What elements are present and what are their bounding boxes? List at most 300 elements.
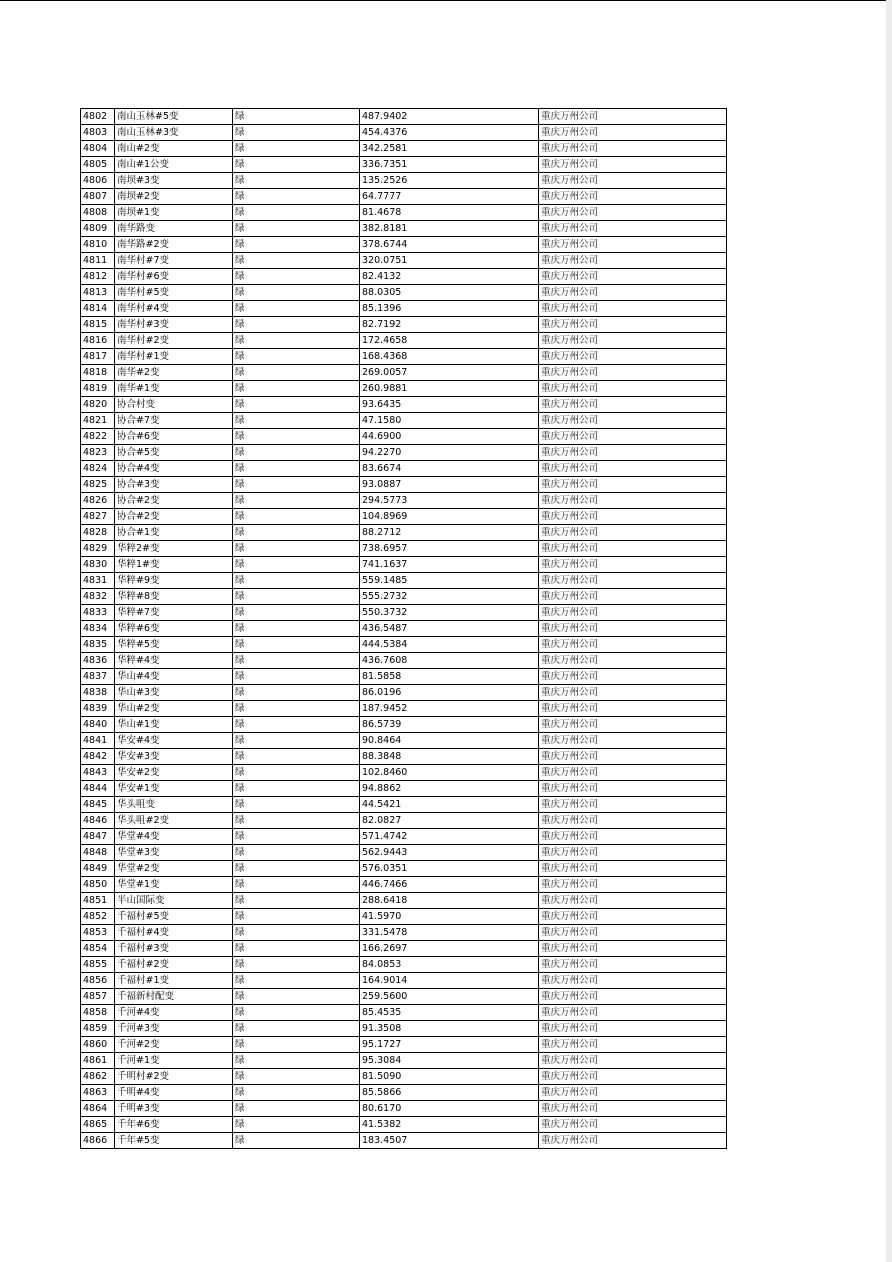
status-cell: 绿 xyxy=(233,1037,360,1053)
value-cell: 288.6418 xyxy=(360,893,539,909)
value-cell: 382.8181 xyxy=(360,221,539,237)
row-id-cell: 4843 xyxy=(81,765,115,781)
company-cell: 重庆万州公司 xyxy=(539,381,727,397)
company-cell: 重庆万州公司 xyxy=(539,429,727,445)
row-id-cell: 4824 xyxy=(81,461,115,477)
company-cell: 重庆万州公司 xyxy=(539,413,727,429)
transformer-name-cell: 华安#1变 xyxy=(115,781,233,797)
status-cell: 绿 xyxy=(233,989,360,1005)
value-cell: 84.0853 xyxy=(360,957,539,973)
row-id-cell: 4810 xyxy=(81,237,115,253)
row-id-cell: 4844 xyxy=(81,781,115,797)
transformer-name-cell: 南华#1变 xyxy=(115,381,233,397)
table-row xyxy=(81,1069,727,1085)
status-cell: 绿 xyxy=(233,349,360,365)
row-id-cell: 4865 xyxy=(81,1117,115,1133)
company-cell: 重庆万州公司 xyxy=(539,909,727,925)
table-row xyxy=(81,397,727,413)
row-id-cell: 4817 xyxy=(81,349,115,365)
table-row xyxy=(81,573,727,589)
value-cell: 104.8969 xyxy=(360,509,539,525)
row-id-cell: 4802 xyxy=(81,109,115,125)
value-cell: 88.2712 xyxy=(360,525,539,541)
value-cell: 85.1396 xyxy=(360,301,539,317)
row-id-cell: 4819 xyxy=(81,381,115,397)
row-id-cell: 4818 xyxy=(81,365,115,381)
company-cell: 重庆万州公司 xyxy=(539,797,727,813)
transformer-name-cell: 协合#1变 xyxy=(115,525,233,541)
row-id-cell: 4836 xyxy=(81,653,115,669)
value-cell: 44.5421 xyxy=(360,797,539,813)
transformer-name-cell: 千明#3变 xyxy=(115,1101,233,1117)
company-cell: 重庆万州公司 xyxy=(539,221,727,237)
row-id-cell: 4860 xyxy=(81,1037,115,1053)
row-id-cell: 4858 xyxy=(81,1005,115,1021)
row-id-cell: 4831 xyxy=(81,573,115,589)
transformer-name-cell: 千河#2变 xyxy=(115,1037,233,1053)
value-cell: 90.8464 xyxy=(360,733,539,749)
row-id-cell: 4825 xyxy=(81,477,115,493)
table-row xyxy=(81,365,727,381)
value-cell: 93.6435 xyxy=(360,397,539,413)
table-row xyxy=(81,733,727,749)
row-id-cell: 4851 xyxy=(81,893,115,909)
value-cell: 81.5090 xyxy=(360,1069,539,1085)
value-cell: 444.5384 xyxy=(360,637,539,653)
company-cell: 重庆万州公司 xyxy=(539,349,727,365)
status-cell: 绿 xyxy=(233,365,360,381)
row-id-cell: 4812 xyxy=(81,269,115,285)
value-cell: 436.7608 xyxy=(360,653,539,669)
value-cell: 93.0887 xyxy=(360,477,539,493)
table-row xyxy=(81,845,727,861)
value-cell: 102.8460 xyxy=(360,765,539,781)
value-cell: 172.4658 xyxy=(360,333,539,349)
status-cell: 绿 xyxy=(233,941,360,957)
status-cell: 绿 xyxy=(233,381,360,397)
value-cell: 487.9402 xyxy=(360,109,539,125)
status-cell: 绿 xyxy=(233,221,360,237)
transformer-name-cell: 华安#3变 xyxy=(115,749,233,765)
transformer-name-cell: 南华#2变 xyxy=(115,365,233,381)
row-id-cell: 4862 xyxy=(81,1069,115,1085)
table-row xyxy=(81,669,727,685)
value-cell: 168.4368 xyxy=(360,349,539,365)
table-row xyxy=(81,173,727,189)
status-cell: 绿 xyxy=(233,189,360,205)
status-cell: 绿 xyxy=(233,541,360,557)
row-id-cell: 4837 xyxy=(81,669,115,685)
status-cell: 绿 xyxy=(233,765,360,781)
status-cell: 绿 xyxy=(233,653,360,669)
transformer-name-cell: 华粹#6变 xyxy=(115,621,233,637)
value-cell: 81.5858 xyxy=(360,669,539,685)
table-row xyxy=(81,989,727,1005)
transformer-name-cell: 华粹#7变 xyxy=(115,605,233,621)
value-cell: 85.5866 xyxy=(360,1085,539,1101)
table-row xyxy=(81,717,727,733)
value-cell: 738.6957 xyxy=(360,541,539,557)
company-cell: 重庆万州公司 xyxy=(539,941,727,957)
company-cell: 重庆万州公司 xyxy=(539,637,727,653)
transformer-name-cell: 华山#3变 xyxy=(115,685,233,701)
table-row xyxy=(81,957,727,973)
status-cell: 绿 xyxy=(233,1101,360,1117)
status-cell: 绿 xyxy=(233,397,360,413)
table-row xyxy=(81,493,727,509)
value-cell: 164.9014 xyxy=(360,973,539,989)
company-cell: 重庆万州公司 xyxy=(539,141,727,157)
page-top-border xyxy=(0,0,886,1)
transformer-name-cell: 华头咀#2变 xyxy=(115,813,233,829)
row-id-cell: 4822 xyxy=(81,429,115,445)
value-cell: 741.1637 xyxy=(360,557,539,573)
transformer-name-cell: 华粹1#变 xyxy=(115,557,233,573)
table-row xyxy=(81,109,727,125)
status-cell: 绿 xyxy=(233,877,360,893)
status-cell: 绿 xyxy=(233,493,360,509)
value-cell: 571.4742 xyxy=(360,829,539,845)
transformer-name-cell: 协合#2变 xyxy=(115,509,233,525)
table-row xyxy=(81,381,727,397)
row-id-cell: 4804 xyxy=(81,141,115,157)
value-cell: 446.7466 xyxy=(360,877,539,893)
transformer-name-cell: 南华路变 xyxy=(115,221,233,237)
table-row xyxy=(81,205,727,221)
row-id-cell: 4833 xyxy=(81,605,115,621)
status-cell: 绿 xyxy=(233,333,360,349)
company-cell: 重庆万州公司 xyxy=(539,781,727,797)
table-row xyxy=(81,189,727,205)
transformer-name-cell: 南山玉林#5变 xyxy=(115,109,233,125)
value-cell: 454.4376 xyxy=(360,125,539,141)
status-cell: 绿 xyxy=(233,237,360,253)
status-cell: 绿 xyxy=(233,733,360,749)
table-row xyxy=(81,701,727,717)
transformer-name-cell: 华山#1变 xyxy=(115,717,233,733)
row-id-cell: 4861 xyxy=(81,1053,115,1069)
status-cell: 绿 xyxy=(233,429,360,445)
company-cell: 重庆万州公司 xyxy=(539,301,727,317)
status-cell: 绿 xyxy=(233,829,360,845)
table-row xyxy=(81,525,727,541)
table-row xyxy=(81,653,727,669)
table-row xyxy=(81,285,727,301)
company-cell: 重庆万州公司 xyxy=(539,829,727,845)
company-cell: 重庆万州公司 xyxy=(539,253,727,269)
transformer-name-cell: 南华村#2变 xyxy=(115,333,233,349)
row-id-cell: 4857 xyxy=(81,989,115,1005)
transformer-name-cell: 协合村变 xyxy=(115,397,233,413)
transformer-name-cell: 华安#4变 xyxy=(115,733,233,749)
row-id-cell: 4847 xyxy=(81,829,115,845)
value-cell: 562.9443 xyxy=(360,845,539,861)
table-row xyxy=(81,797,727,813)
value-cell: 95.1727 xyxy=(360,1037,539,1053)
transformer-name-cell: 南华村#6变 xyxy=(115,269,233,285)
table-row xyxy=(81,477,727,493)
status-cell: 绿 xyxy=(233,285,360,301)
value-cell: 44.6900 xyxy=(360,429,539,445)
status-cell: 绿 xyxy=(233,557,360,573)
company-cell: 重庆万州公司 xyxy=(539,125,727,141)
company-cell: 重庆万州公司 xyxy=(539,605,727,621)
company-cell: 重庆万州公司 xyxy=(539,733,727,749)
row-id-cell: 4859 xyxy=(81,1021,115,1037)
company-cell: 重庆万州公司 xyxy=(539,1037,727,1053)
table-row xyxy=(81,141,727,157)
value-cell: 88.0305 xyxy=(360,285,539,301)
transformer-name-cell: 千明村#2变 xyxy=(115,1069,233,1085)
row-id-cell: 4828 xyxy=(81,525,115,541)
data-table xyxy=(80,108,727,1149)
company-cell: 重庆万州公司 xyxy=(539,877,727,893)
status-cell: 绿 xyxy=(233,1005,360,1021)
value-cell: 82.7192 xyxy=(360,317,539,333)
status-cell: 绿 xyxy=(233,1021,360,1037)
table-row xyxy=(81,301,727,317)
row-id-cell: 4840 xyxy=(81,717,115,733)
status-cell: 绿 xyxy=(233,317,360,333)
table-row xyxy=(81,269,727,285)
transformer-name-cell: 华堂#2变 xyxy=(115,861,233,877)
status-cell: 绿 xyxy=(233,957,360,973)
table-row xyxy=(81,253,727,269)
transformer-name-cell: 华堂#3变 xyxy=(115,845,233,861)
value-cell: 47.1580 xyxy=(360,413,539,429)
value-cell: 64.7777 xyxy=(360,189,539,205)
value-cell: 85.4535 xyxy=(360,1005,539,1021)
company-cell: 重庆万州公司 xyxy=(539,925,727,941)
company-cell: 重庆万州公司 xyxy=(539,669,727,685)
transformer-name-cell: 千河#4变 xyxy=(115,1005,233,1021)
value-cell: 342.2581 xyxy=(360,141,539,157)
row-id-cell: 4835 xyxy=(81,637,115,653)
company-cell: 重庆万州公司 xyxy=(539,1101,727,1117)
table-row xyxy=(81,637,727,653)
status-cell: 绿 xyxy=(233,669,360,685)
status-cell: 绿 xyxy=(233,845,360,861)
status-cell: 绿 xyxy=(233,109,360,125)
company-cell: 重庆万州公司 xyxy=(539,269,727,285)
row-id-cell: 4864 xyxy=(81,1101,115,1117)
table-row xyxy=(81,749,727,765)
status-cell: 绿 xyxy=(233,797,360,813)
table-row xyxy=(81,125,727,141)
table-row xyxy=(81,557,727,573)
company-cell: 重庆万州公司 xyxy=(539,541,727,557)
row-id-cell: 4811 xyxy=(81,253,115,269)
status-cell: 绿 xyxy=(233,477,360,493)
row-id-cell: 4814 xyxy=(81,301,115,317)
transformer-name-cell: 南坝#2变 xyxy=(115,189,233,205)
table-row xyxy=(81,221,727,237)
status-cell: 绿 xyxy=(233,893,360,909)
company-cell: 重庆万州公司 xyxy=(539,157,727,173)
status-cell: 绿 xyxy=(233,205,360,221)
transformer-name-cell: 华山#4变 xyxy=(115,669,233,685)
company-cell: 重庆万州公司 xyxy=(539,685,727,701)
row-id-cell: 4806 xyxy=(81,173,115,189)
transformer-name-cell: 南山#2变 xyxy=(115,141,233,157)
row-id-cell: 4823 xyxy=(81,445,115,461)
transformer-name-cell: 协合#7变 xyxy=(115,413,233,429)
company-cell: 重庆万州公司 xyxy=(539,893,727,909)
value-cell: 166.2697 xyxy=(360,941,539,957)
status-cell: 绿 xyxy=(233,717,360,733)
table-row xyxy=(81,509,727,525)
value-cell: 576.0351 xyxy=(360,861,539,877)
value-cell: 95.3084 xyxy=(360,1053,539,1069)
row-id-cell: 4866 xyxy=(81,1133,115,1149)
value-cell: 260.9881 xyxy=(360,381,539,397)
status-cell: 绿 xyxy=(233,1133,360,1149)
company-cell: 重庆万州公司 xyxy=(539,1117,727,1133)
row-id-cell: 4809 xyxy=(81,221,115,237)
table-row xyxy=(81,605,727,621)
company-cell: 重庆万州公司 xyxy=(539,1069,727,1085)
row-id-cell: 4841 xyxy=(81,733,115,749)
table-row xyxy=(81,445,727,461)
table-row xyxy=(81,813,727,829)
row-id-cell: 4849 xyxy=(81,861,115,877)
status-cell: 绿 xyxy=(233,909,360,925)
company-cell: 重庆万州公司 xyxy=(539,1005,727,1021)
value-cell: 91.3508 xyxy=(360,1021,539,1037)
company-cell: 重庆万州公司 xyxy=(539,557,727,573)
table-row xyxy=(81,413,727,429)
table-row xyxy=(81,541,727,557)
row-id-cell: 4834 xyxy=(81,621,115,637)
table-row xyxy=(81,941,727,957)
transformer-name-cell: 千河#1变 xyxy=(115,1053,233,1069)
value-cell: 41.5382 xyxy=(360,1117,539,1133)
row-id-cell: 4855 xyxy=(81,957,115,973)
row-id-cell: 4839 xyxy=(81,701,115,717)
status-cell: 绿 xyxy=(233,749,360,765)
transformer-name-cell: 南华村#5变 xyxy=(115,285,233,301)
row-id-cell: 4842 xyxy=(81,749,115,765)
company-cell: 重庆万州公司 xyxy=(539,525,727,541)
value-cell: 559.1485 xyxy=(360,573,539,589)
table-row xyxy=(81,973,727,989)
company-cell: 重庆万州公司 xyxy=(539,861,727,877)
company-cell: 重庆万州公司 xyxy=(539,1085,727,1101)
row-id-cell: 4803 xyxy=(81,125,115,141)
transformer-name-cell: 千福村#2变 xyxy=(115,957,233,973)
value-cell: 82.0827 xyxy=(360,813,539,829)
transformer-name-cell: 千福村#1变 xyxy=(115,973,233,989)
row-id-cell: 4826 xyxy=(81,493,115,509)
row-id-cell: 4805 xyxy=(81,157,115,173)
transformer-name-cell: 南华村#7变 xyxy=(115,253,233,269)
value-cell: 88.3848 xyxy=(360,749,539,765)
status-cell: 绿 xyxy=(233,461,360,477)
value-cell: 183.4507 xyxy=(360,1133,539,1149)
value-cell: 555.2732 xyxy=(360,589,539,605)
company-cell: 重庆万州公司 xyxy=(539,845,727,861)
company-cell: 重庆万州公司 xyxy=(539,477,727,493)
transformer-name-cell: 南华村#4变 xyxy=(115,301,233,317)
table-row xyxy=(81,1021,727,1037)
company-cell: 重庆万州公司 xyxy=(539,237,727,253)
transformer-name-cell: 南华路#2变 xyxy=(115,237,233,253)
company-cell: 重庆万州公司 xyxy=(539,1053,727,1069)
transformer-name-cell: 千河#3变 xyxy=(115,1021,233,1037)
table-row xyxy=(81,765,727,781)
transformer-name-cell: 华粹#9变 xyxy=(115,573,233,589)
table-row xyxy=(81,909,727,925)
company-cell: 重庆万州公司 xyxy=(539,205,727,221)
transformer-name-cell: 华山#2变 xyxy=(115,701,233,717)
status-cell: 绿 xyxy=(233,445,360,461)
row-id-cell: 4815 xyxy=(81,317,115,333)
table-row xyxy=(81,925,727,941)
table-row xyxy=(81,1005,727,1021)
value-cell: 81.4678 xyxy=(360,205,539,221)
page-right-edge xyxy=(886,0,892,1262)
status-cell: 绿 xyxy=(233,269,360,285)
row-id-cell: 4838 xyxy=(81,685,115,701)
row-id-cell: 4827 xyxy=(81,509,115,525)
company-cell: 重庆万州公司 xyxy=(539,573,727,589)
value-cell: 294.5773 xyxy=(360,493,539,509)
transformer-name-cell: 千福村#4变 xyxy=(115,925,233,941)
transformer-name-cell: 南山#1公变 xyxy=(115,157,233,173)
transformer-name-cell: 华头咀变 xyxy=(115,797,233,813)
row-id-cell: 4845 xyxy=(81,797,115,813)
row-id-cell: 4807 xyxy=(81,189,115,205)
company-cell: 重庆万州公司 xyxy=(539,813,727,829)
value-cell: 83.6674 xyxy=(360,461,539,477)
transformer-name-cell: 南坝#3变 xyxy=(115,173,233,189)
table-row xyxy=(81,621,727,637)
company-cell: 重庆万州公司 xyxy=(539,589,727,605)
table-row xyxy=(81,829,727,845)
transformer-name-cell: 千明#4变 xyxy=(115,1085,233,1101)
transformer-name-cell: 协合#6变 xyxy=(115,429,233,445)
transformer-name-cell: 半山国际变 xyxy=(115,893,233,909)
row-id-cell: 4846 xyxy=(81,813,115,829)
company-cell: 重庆万州公司 xyxy=(539,173,727,189)
transformer-name-cell: 千福新村配变 xyxy=(115,989,233,1005)
status-cell: 绿 xyxy=(233,413,360,429)
status-cell: 绿 xyxy=(233,1069,360,1085)
table-row xyxy=(81,877,727,893)
value-cell: 259.5600 xyxy=(360,989,539,1005)
value-cell: 86.5739 xyxy=(360,717,539,733)
status-cell: 绿 xyxy=(233,781,360,797)
company-cell: 重庆万州公司 xyxy=(539,109,727,125)
status-cell: 绿 xyxy=(233,813,360,829)
table-row xyxy=(81,333,727,349)
row-id-cell: 4853 xyxy=(81,925,115,941)
transformer-name-cell: 南坝#1变 xyxy=(115,205,233,221)
value-cell: 187.9452 xyxy=(360,701,539,717)
company-cell: 重庆万州公司 xyxy=(539,989,727,1005)
transformer-name-cell: 协合#3变 xyxy=(115,477,233,493)
status-cell: 绿 xyxy=(233,253,360,269)
value-cell: 378.6744 xyxy=(360,237,539,253)
value-cell: 94.8862 xyxy=(360,781,539,797)
transformer-name-cell: 华粹#5变 xyxy=(115,637,233,653)
company-cell: 重庆万州公司 xyxy=(539,1133,727,1149)
status-cell: 绿 xyxy=(233,637,360,653)
status-cell: 绿 xyxy=(233,125,360,141)
value-cell: 320.0751 xyxy=(360,253,539,269)
transformer-name-cell: 千年#6变 xyxy=(115,1117,233,1133)
company-cell: 重庆万州公司 xyxy=(539,445,727,461)
